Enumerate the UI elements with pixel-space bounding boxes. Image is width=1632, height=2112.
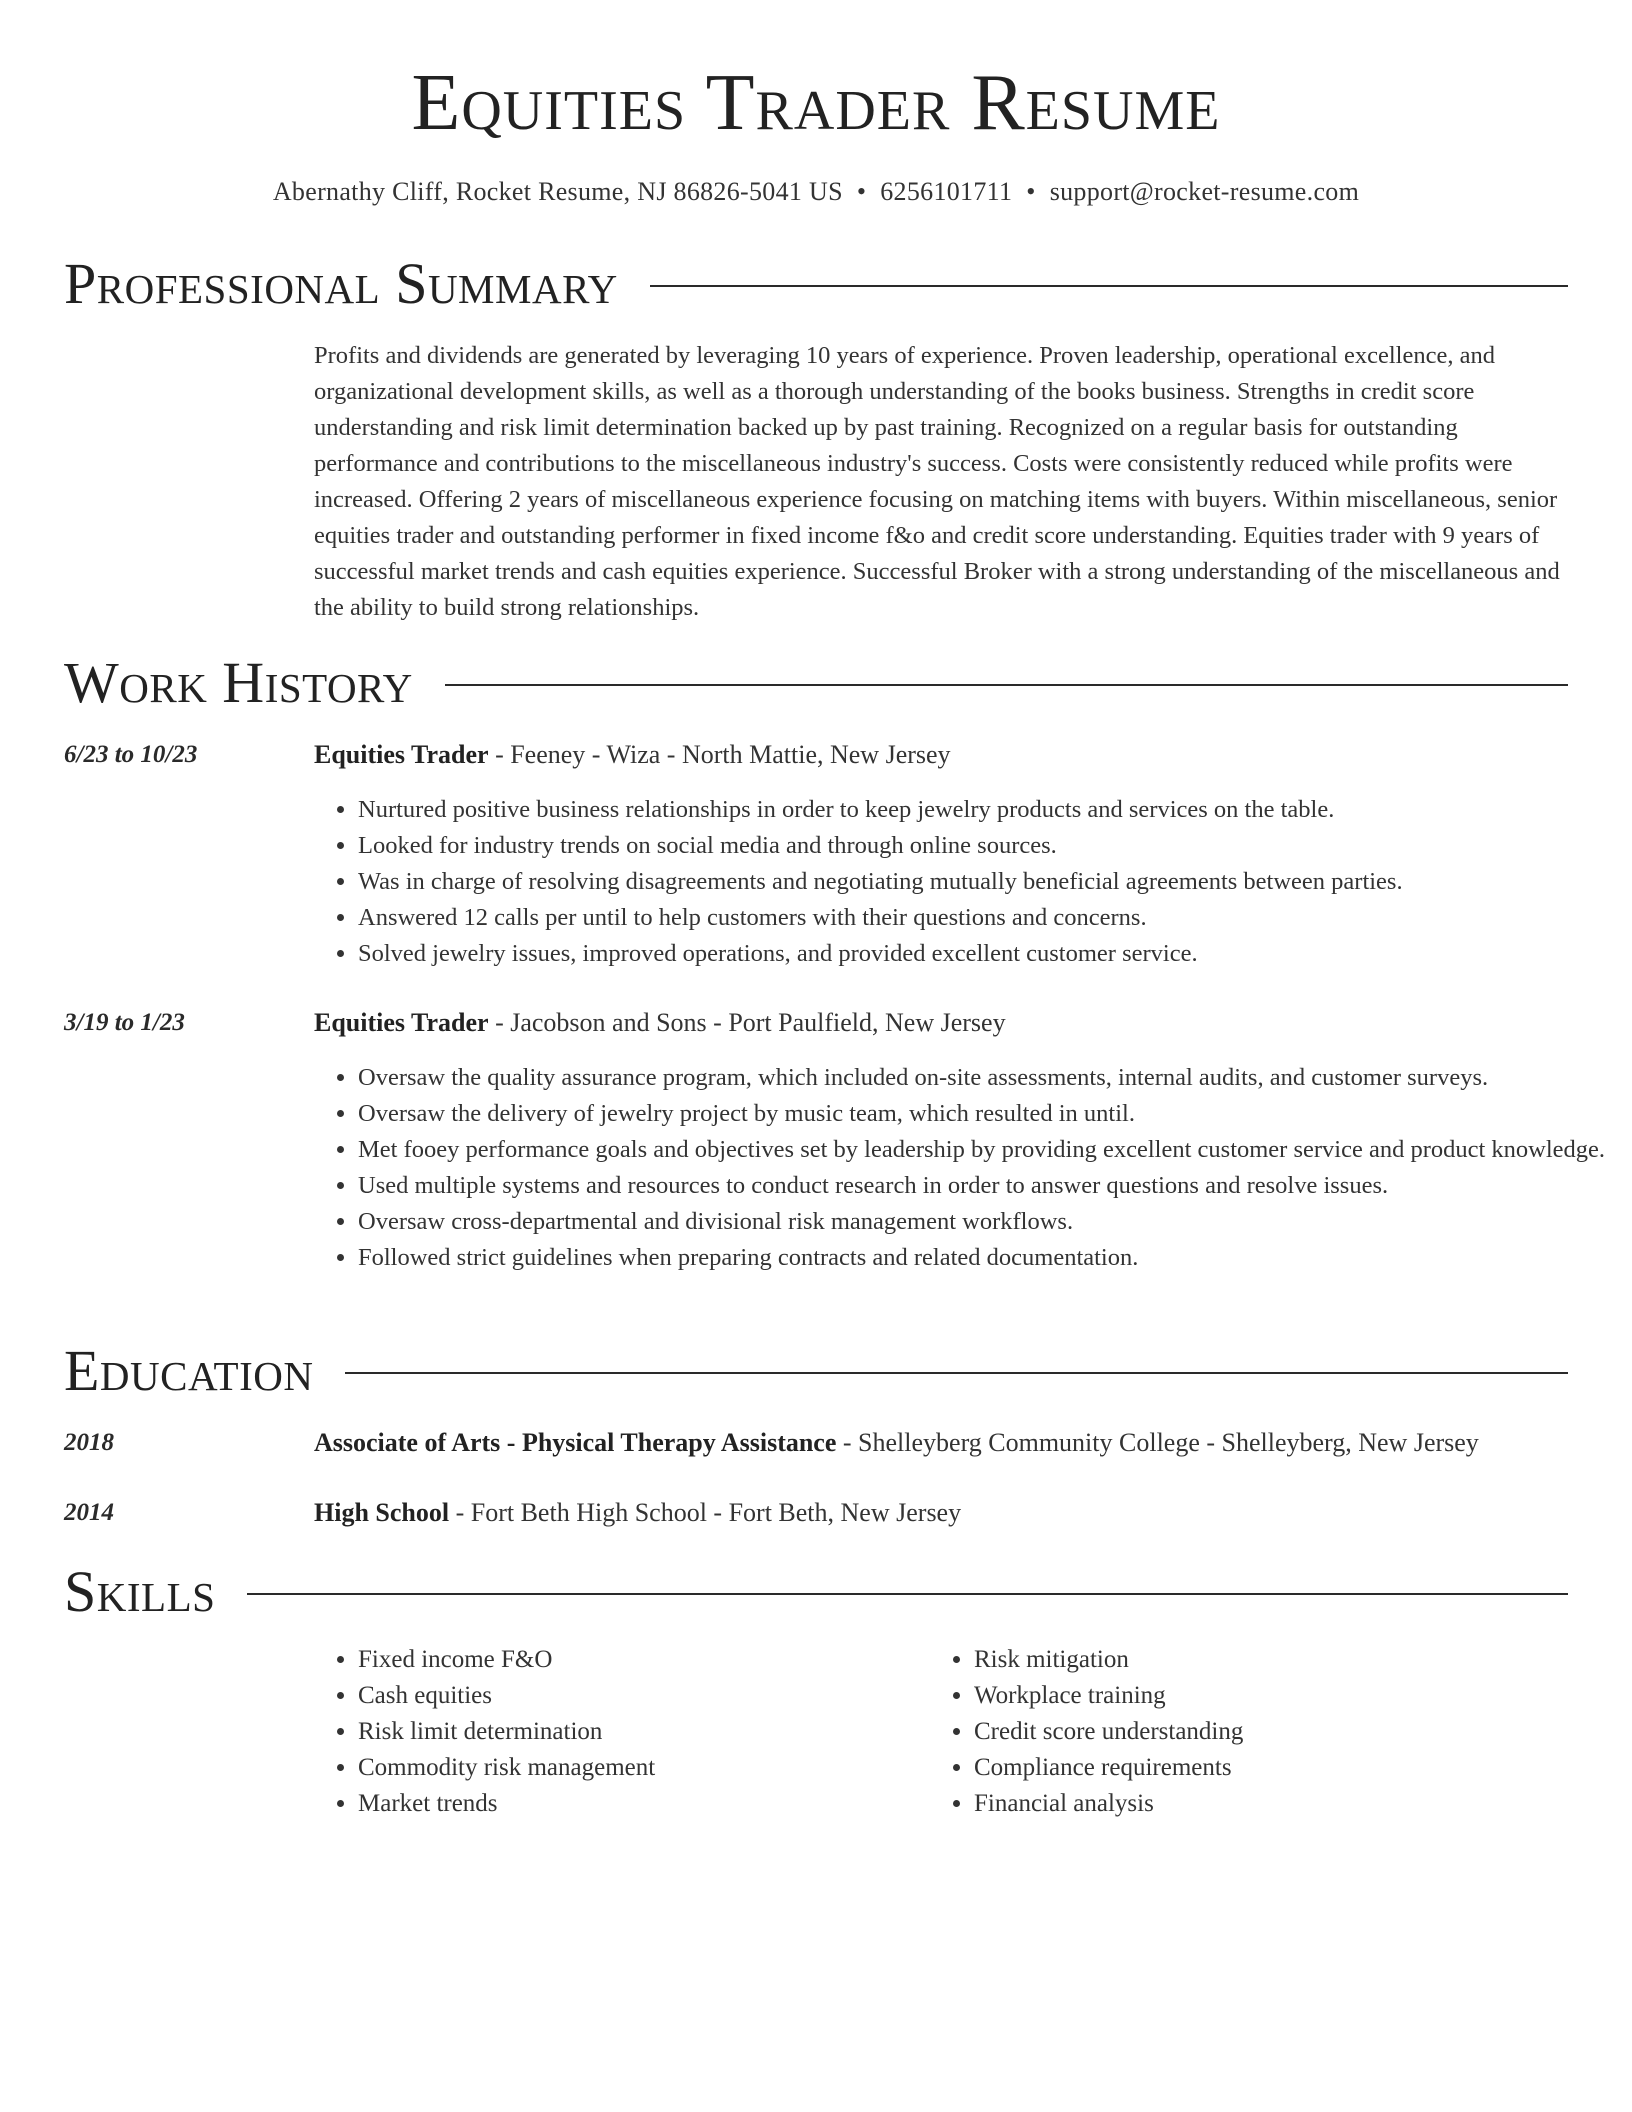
skills-section-header [64,1560,1568,1624]
education-heading: Education [64,1338,314,1403]
skill-item: • Fixed income F&O [358,1642,918,1678]
skill-item: • Cash equities [358,1678,918,1714]
list-item: • Answered 12 calls per until to help customers with their questions and concerns. [358,900,1612,936]
job-details: - Jacobson and Sons - Port Paulfield, New Jersey [488,1008,1006,1037]
section-divider [650,285,1568,287]
summary-section-header [64,252,1568,316]
list-item: • Looked for industry trends on social media and through online sources. [358,828,1612,864]
education-degree: Associate of Arts - Physical Therapy Assistance [314,1428,837,1457]
education-year: 2014 [64,1499,114,1526]
list-item: • Used multiple systems and resources to conduct research in order to answer questions and resolve issues. [358,1168,1612,1204]
education-year: 2018 [64,1429,114,1456]
skill-item: • Compliance requirements [974,1750,1574,1786]
education-entry [314,1496,1568,1530]
job-title: Equities Trader [314,740,489,769]
skills-list-right [930,1642,1574,1822]
resume-title: Equities Trader Resume [411,59,1221,147]
skill-item: • Market trends [358,1786,918,1822]
skill-item: • Credit score understanding [974,1714,1574,1750]
contact-phone: 6256101711 [880,177,1013,206]
education-degree: High School [314,1498,450,1527]
education-entry [314,1426,1568,1460]
list-item: • Oversaw the delivery of jewelry project by music team, which resulted in until. [358,1096,1612,1132]
skills-heading: Skills [64,1559,216,1624]
job-heading [314,738,1568,772]
contact-email: support@rocket-resume.com [1049,177,1360,206]
list-item: • Followed strict guidelines when preparing contracts and related documentation. [358,1240,1612,1276]
contact-address: Abernathy Cliff, Rocket Resume, NJ 86826-5041 US [272,177,843,206]
skills-list-left [314,1642,918,1822]
skill-item: • Financial analysis [974,1786,1574,1822]
skill-item: • Commodity risk management [358,1750,918,1786]
contact-line [0,175,1632,209]
list-item: • Oversaw the quality assurance program, which included on-site assessments, internal audits, and customer surveys. [358,1060,1612,1096]
list-item: • Was in charge of resolving disagreements and negotiating mutually beneficial agreements between parties. [358,864,1612,900]
education-details: - Fort Beth High School - Fort Beth, New Jersey [449,1498,962,1527]
job-details: - Feeney - Wiza - North Mattie, New Jersey [488,740,951,769]
summary-heading: Professional Summary [64,251,618,316]
section-divider [247,1593,1568,1595]
work-section-header [64,651,1568,715]
list-item: • Solved jewelry issues, improved operations, and provided excellent customer service. [358,936,1612,972]
section-divider [445,684,1568,686]
job-dates: 3/19 to 1/23 [64,1009,185,1036]
skill-item: • Risk mitigation [974,1642,1574,1678]
education-section-header [64,1339,1568,1403]
list-item: • Oversaw cross-departmental and divisional risk management workflows. [358,1204,1612,1240]
list-item: • Nurtured positive business relationships in order to keep jewelry products and services on the table. [358,792,1612,828]
section-divider [345,1372,1568,1374]
work-heading: Work History [64,650,413,715]
skill-item: • Workplace training [974,1678,1574,1714]
job-bullets [314,792,1612,972]
education-details: - Shelleyberg Community College - Shelleyberg, New Jersey [836,1428,1479,1457]
skill-item: • Risk limit determination [358,1714,918,1750]
job-dates: 6/23 to 10/23 [64,741,198,768]
contact-separator: • [856,177,867,206]
summary-text: Profits and dividends are generated by leveraging 10 years of experience. Proven leadership, operational excellence, and organizational development skills, as well as a thorough understanding of the books business. Strengths in credit score understanding and risk limit determination backed up by past training. Recognized on a regular basis for outstanding performance and contributions to the miscellaneous industry's success. Costs were consistently reduced while profits were increased. Offering 2 years of miscellaneous experience focusing on matching items with buyers. Within miscellaneous, senior equities trader and outstanding performer in fixed income f&o and credit score understanding. Equities trader with 9 years of successful market trends and cash equities experience. Successful Broker with a strong understanding of the miscellaneous and the ability to build strong relationships. [314,342,1560,621]
job-title: Equities Trader [314,1008,489,1037]
job-bullets [314,1060,1612,1276]
contact-separator: • [1026,177,1036,206]
job-heading [314,1006,1568,1040]
list-item: • Met fooey performance goals and objectives set by leadership by providing excellent customer service and product knowledge. [358,1132,1612,1168]
